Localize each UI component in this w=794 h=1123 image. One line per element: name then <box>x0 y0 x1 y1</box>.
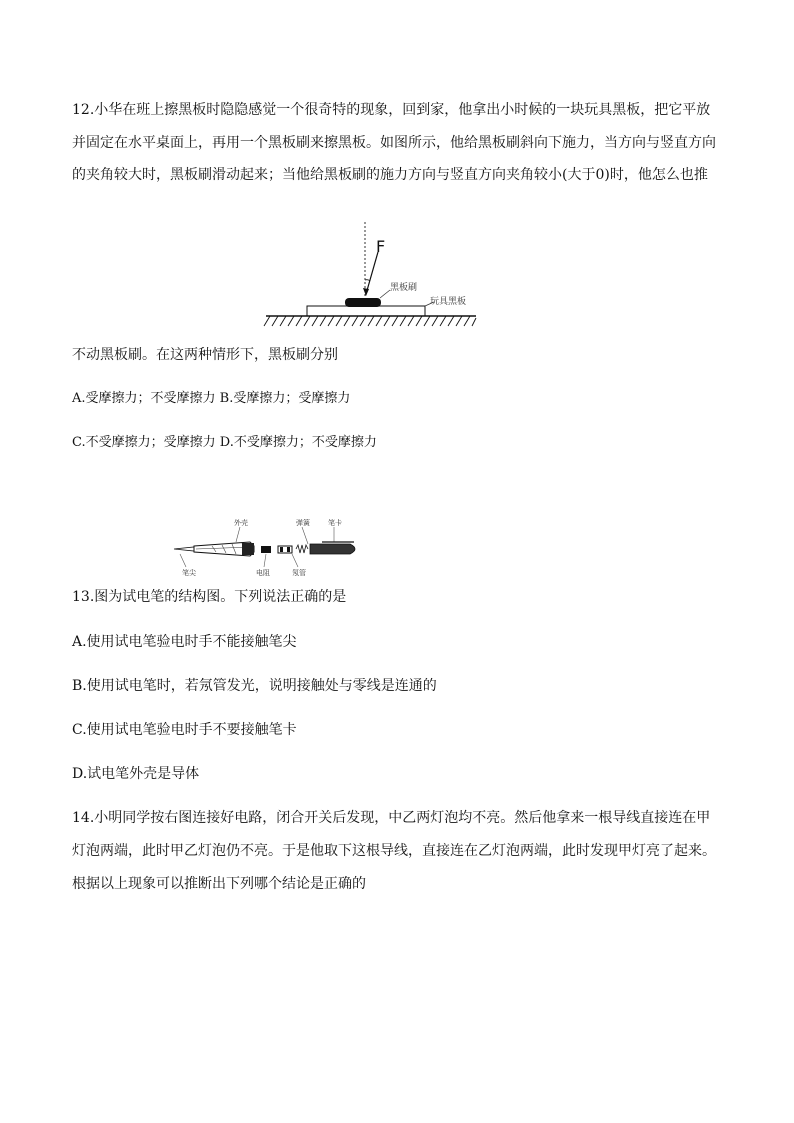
ground-hatching <box>264 316 476 326</box>
force-arrowhead <box>363 288 369 296</box>
pen-label-neon: 氖管 <box>292 569 306 577</box>
pen-spring <box>296 545 308 553</box>
q12-text-line-3: 的夹角较大时，黑板刷滑动起来；当他给黑板刷的施力方向与竖直方向夹角较小(大于0)时，他怎么也推 <box>72 167 708 183</box>
pen-label-spring: 弹簧 <box>296 519 310 527</box>
brush-label: 黑板刷 <box>390 283 418 293</box>
q12-text-line-2: 并固定在水平桌面上，再用一个黑板刷来擦黑板。如图所示，他给黑板刷斜向下施力，当方向与竖直方向 <box>72 135 716 151</box>
q14-text-line-2: 灯泡两端，此时甲乙灯泡仍不亮。于是他取下这根导线，直接连在乙灯泡两端，此时发现甲灯亮了起来。 <box>72 843 716 859</box>
board-label: 玩具黑板 <box>430 297 467 307</box>
q13-option-a: A.使用试电笔验电时手不能接触笔尖 <box>72 634 297 650</box>
angle-arc <box>365 280 370 281</box>
force-arrow <box>366 252 378 294</box>
force-label: F <box>376 237 386 256</box>
blackboard-brush <box>345 298 381 307</box>
pen-cap <box>310 544 355 554</box>
pen-tip <box>174 547 194 551</box>
toy-blackboard <box>307 306 425 316</box>
q12-option-ab: A.受摩擦力；不受摩擦力 B.受摩擦力；受摩擦力 <box>72 391 351 406</box>
pen-label-resistor: 电阻 <box>256 569 270 577</box>
pen-label-clip: 笔卡 <box>328 519 342 527</box>
q13-option-c: C.使用试电笔验电时手不要接触笔卡 <box>72 722 297 738</box>
q14-text-line-3: 根据以上现象可以推断出下列哪个结论是正确的 <box>72 876 366 892</box>
q13-option-d: D.试电笔外壳是导体 <box>72 766 200 782</box>
q14-text-line-1: 14.小明同学按右图连接好电路，闭合开关后发现，中乙两灯泡均不亮。然后他拿来一根导线直接连在甲 <box>72 810 711 826</box>
q13-stem: 13.图为试电笔的结构图。下列说法正确的是 <box>72 589 347 605</box>
q13-option-b: B.使用试电笔时，若氖管发光，说明接触处与零线是连通的 <box>72 678 437 694</box>
q12-text-line-1: 12.小华在班上擦黑板时隐隐感觉一个很奇特的现象，回到家，他拿出小时候的一块玩具黑板，把它平放 <box>72 102 711 118</box>
q12-option-cd: C.不受摩擦力；受摩擦力 D.不受摩擦力；不受摩擦力 <box>72 435 377 450</box>
q12-text-line-4: 不动黑板刷。在这两种情形下，黑板刷分别 <box>72 347 338 363</box>
pen-label-shell: 外壳 <box>234 519 248 527</box>
test-pen-figure <box>172 516 368 578</box>
pen-label-tip: 笔尖 <box>182 569 196 577</box>
pen-resistor <box>261 546 271 553</box>
blackboard-brush-figure <box>262 218 482 330</box>
